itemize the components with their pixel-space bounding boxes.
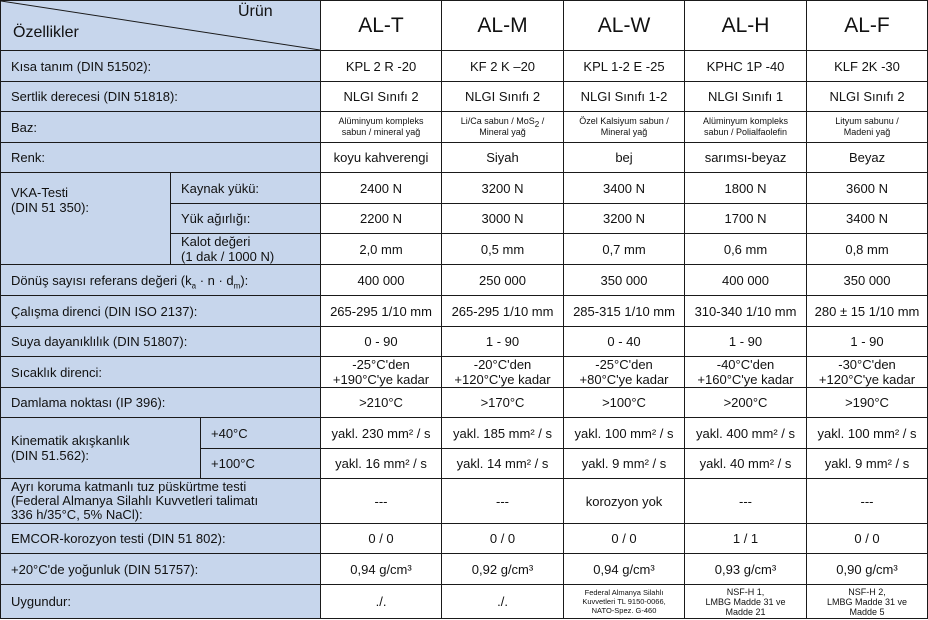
cell-value: KPL 2 R -20 (321, 51, 442, 82)
row-uygundur (1, 585, 928, 619)
cell-value (564, 585, 685, 619)
cell-value: NLGI Sınıfı 2 (807, 82, 928, 112)
cell-value: yakl. 9 mm² / s (564, 449, 685, 479)
line: Madde 21 (725, 606, 766, 617)
cell-value: --- (685, 479, 807, 524)
line: sabun / Polialfaolefin (703, 127, 788, 137)
line: Alüminyum kompleks (338, 116, 424, 126)
row-tuz (1, 479, 928, 524)
row-baz (1, 112, 928, 143)
cell-value: 1 - 90 (442, 327, 564, 357)
cell-value: 3600 N (807, 173, 928, 204)
header-corner-cell (1, 1, 321, 51)
cell-value: 400 000 (321, 265, 442, 296)
line: +160°C'ye kadar (697, 372, 794, 387)
cell-value: 310-340 1/10 mm (685, 296, 807, 327)
cell-value: yakl. 9 mm² / s (807, 449, 928, 479)
line: Kalot değeri (181, 234, 251, 249)
cell-value: 0,93 g/cm³ (685, 554, 807, 585)
cell-value: 0,92 g/cm³ (442, 554, 564, 585)
cell-value (807, 357, 928, 388)
cell-value: 3000 N (442, 204, 564, 234)
row-calisma (1, 296, 928, 327)
line: +120°C'ye kadar (454, 372, 551, 387)
cell-value: >170°C (442, 388, 564, 418)
line: LMBG Madde 31 ve (705, 596, 786, 607)
cell-value: yakl. 185 mm² / s (442, 418, 564, 449)
cell-value: yakl. 400 mm² / s (685, 418, 807, 449)
row-vka-kaynak (1, 173, 928, 204)
line: NATO-Spez. G-460 (591, 606, 657, 615)
cell-value: 0 / 0 (442, 524, 564, 554)
cell-value: yakl. 14 mm² / s (442, 449, 564, 479)
cell-value: yakl. 16 mm² / s (321, 449, 442, 479)
cell-value: 0,90 g/cm³ (807, 554, 928, 585)
row-sublabel: +40°C (201, 418, 321, 449)
line: 336 h/35°C, 5% NaCl): (11, 507, 143, 522)
line: Özel Kalsiyum sabun / (579, 116, 669, 126)
cell-value (685, 357, 807, 388)
cell-value (442, 357, 564, 388)
line: NSF-H 2, (848, 586, 886, 597)
row-label: +20°C'de yoğunluk (DIN 51757): (1, 554, 321, 585)
line: -25°C'den (595, 357, 653, 372)
cell-value: >190°C (807, 388, 928, 418)
cell-value (321, 112, 442, 143)
line: +190°C'ye kadar (332, 372, 430, 387)
line: -30°C'den (838, 357, 896, 372)
row-sublabel (171, 234, 321, 265)
line: -25°C'den (352, 357, 410, 372)
row-label: Uygundur: (1, 585, 321, 619)
row-label (1, 479, 321, 524)
cell-value: bej (564, 143, 685, 173)
cell-value: 3200 N (564, 204, 685, 234)
cell-value: 400 000 (685, 265, 807, 296)
cell-value: 2,0 mm (321, 234, 442, 265)
line: +80°C'ye kadar (579, 372, 669, 387)
row-kinematik-40 (1, 418, 928, 449)
cell-value (807, 112, 928, 143)
line: -40°C'den (716, 357, 775, 372)
subscript: a (191, 281, 197, 291)
cell-value: 0 - 90 (321, 327, 442, 357)
cell-value: NLGI Sınıfı 2 (321, 82, 442, 112)
row-label: EMCOR-korozyon testi (DIN 51 802): (1, 524, 321, 554)
line: -20°C'den (473, 357, 532, 372)
cell-value: >100°C (564, 388, 685, 418)
cell-value: 0,6 mm (685, 234, 807, 265)
label-part: ): (240, 272, 249, 288)
line: +120°C'ye kadar (818, 372, 916, 387)
cell-value: 0,94 g/cm³ (564, 554, 685, 585)
cell-value: 0,94 g/cm³ (321, 554, 442, 585)
line: Alüminyum kompleks (703, 116, 789, 126)
cell-value: 2200 N (321, 204, 442, 234)
cell-value: 0 / 0 (807, 524, 928, 554)
cell-value: 0 / 0 (321, 524, 442, 554)
cell-value: 250 000 (442, 265, 564, 296)
cell-value: yakl. 100 mm² / s (564, 418, 685, 449)
cell-value: 265-295 1/10 mm (321, 296, 442, 327)
line: Kuvvetleri TL 9150-0066, (582, 597, 666, 606)
row-label: Damlama noktası (IP 396): (1, 388, 321, 418)
cell-value: >200°C (685, 388, 807, 418)
cell-value: 0,8 mm (807, 234, 928, 265)
row-label: Suya dayanıklılık (DIN 51807): (1, 327, 321, 357)
product-header-al-m: AL-M (442, 1, 564, 51)
cell-value (685, 585, 807, 619)
cell-value: korozyon yok (564, 479, 685, 524)
cell-value: --- (807, 479, 928, 524)
line: NSF-H 1, (726, 586, 765, 597)
label-part: Dönüş sayısı referans değeri (k (11, 272, 192, 288)
row-label (1, 265, 321, 296)
products-header-label: Ürün (238, 3, 273, 20)
row-sertlik (1, 82, 928, 112)
line: Madeni yağ (843, 127, 891, 137)
cell-value: --- (442, 479, 564, 524)
row-sicaklik (1, 357, 928, 388)
line: sabun / mineral yağ (341, 127, 421, 137)
cell-value (807, 585, 928, 619)
cell-value: Siyah (442, 143, 564, 173)
cell-value: 1 - 90 (807, 327, 928, 357)
row-label: Sıcaklık direnci: (1, 357, 321, 388)
row-label: Kısa tanım (DIN 51502): (1, 51, 321, 82)
row-damlama (1, 388, 928, 418)
cell-value: 1 / 1 (685, 524, 807, 554)
cell-value: 350 000 (564, 265, 685, 296)
cell-value (442, 112, 564, 143)
line: (DIN 51 350): (11, 200, 90, 215)
row-suya (1, 327, 928, 357)
line: / (539, 116, 545, 126)
subscript: m (233, 281, 241, 291)
line: Li/Ca sabun / MoS (460, 116, 535, 126)
cell-value: 2400 N (321, 173, 442, 204)
line: Ayrı koruma katmanlı tuz püskürtme testi (11, 479, 247, 494)
cell-value: KPHC 1P -40 (685, 51, 807, 82)
cell-value: 1700 N (685, 204, 807, 234)
row-kisa-tanim (1, 51, 928, 82)
cell-value: NLGI Sınıfı 1 (685, 82, 807, 112)
line: Federal Almanya Silahlı (584, 588, 664, 597)
line: Lityum sabunu / (835, 116, 899, 126)
cell-value: 285-315 1/10 mm (564, 296, 685, 327)
cell-value: KF 2 K –20 (442, 51, 564, 82)
row-label: Çalışma direnci (DIN ISO 2137): (1, 296, 321, 327)
row-sublabel: Kaynak yükü: (171, 173, 321, 204)
cell-value: >210°C (321, 388, 442, 418)
row-label: Renk: (1, 143, 321, 173)
cell-value: 0 - 40 (564, 327, 685, 357)
row-label: Sertlik derecesi (DIN 51818): (1, 82, 321, 112)
product-header-al-f: AL-F (807, 1, 928, 51)
cell-value: koyu kahverengi (321, 143, 442, 173)
cell-value: 3200 N (442, 173, 564, 204)
row-donus (1, 265, 928, 296)
cell-value: NLGI Sınıfı 2 (442, 82, 564, 112)
row-sublabel: Yük ağırlığı: (171, 204, 321, 234)
row-yogunluk (1, 554, 928, 585)
cell-value: --- (321, 479, 442, 524)
vka-group-label (1, 173, 171, 265)
cell-value: KLF 2K -30 (807, 51, 928, 82)
line: LMBG Madde 31 ve (826, 596, 908, 607)
subscript: 2 (534, 119, 540, 129)
cell-value: 1 - 90 (685, 327, 807, 357)
cell-value: KPL 1-2 E -25 (564, 51, 685, 82)
product-header-al-w: AL-W (564, 1, 685, 51)
cell-value: 3400 N (807, 204, 928, 234)
kinematik-group-label (1, 418, 201, 479)
cell-value: yakl. 230 mm² / s (321, 418, 442, 449)
cell-value: sarımsı-beyaz (685, 143, 807, 173)
cell-value: ./. (442, 585, 564, 619)
row-emcor (1, 524, 928, 554)
cell-value: 265-295 1/10 mm (442, 296, 564, 327)
row-sublabel: +100°C (201, 449, 321, 479)
line: (1 dak / 1000 N) (181, 249, 275, 264)
properties-header-label: Özellikler (13, 24, 79, 41)
label-part: · n · d (196, 272, 234, 288)
cell-value (685, 112, 807, 143)
line: Kinematik akışkanlık (11, 433, 130, 448)
cell-value: NLGI Sınıfı 1-2 (564, 82, 685, 112)
cell-value: 280 ± 15 1/10 mm (807, 296, 928, 327)
cell-value (564, 357, 685, 388)
row-label: Baz: (1, 112, 321, 143)
row-renk (1, 143, 928, 173)
cell-value (321, 357, 442, 388)
product-header-al-t: AL-T (321, 1, 442, 51)
cell-value: Beyaz (807, 143, 928, 173)
cell-value: yakl. 100 mm² / s (807, 418, 928, 449)
line: VKA-Testi (11, 185, 69, 200)
cell-value: 0,5 mm (442, 234, 564, 265)
product-header-al-h: AL-H (685, 1, 807, 51)
cell-value: ./. (321, 585, 442, 619)
line: Madde 5 (849, 606, 885, 617)
line: (Federal Almanya Silahlı Kuvvetleri talimatı (11, 493, 259, 508)
cell-value (564, 112, 685, 143)
cell-value: 0,7 mm (564, 234, 685, 265)
cell-value: 3400 N (564, 173, 685, 204)
line: Mineral yağ (600, 127, 648, 137)
cell-value: 0 / 0 (564, 524, 685, 554)
line: Mineral yağ (479, 127, 526, 137)
line: (DIN 51.562): (11, 448, 90, 463)
cell-value: 350 000 (807, 265, 928, 296)
cell-value: yakl. 40 mm² / s (685, 449, 807, 479)
cell-value: 1800 N (685, 173, 807, 204)
header-row (1, 1, 928, 51)
